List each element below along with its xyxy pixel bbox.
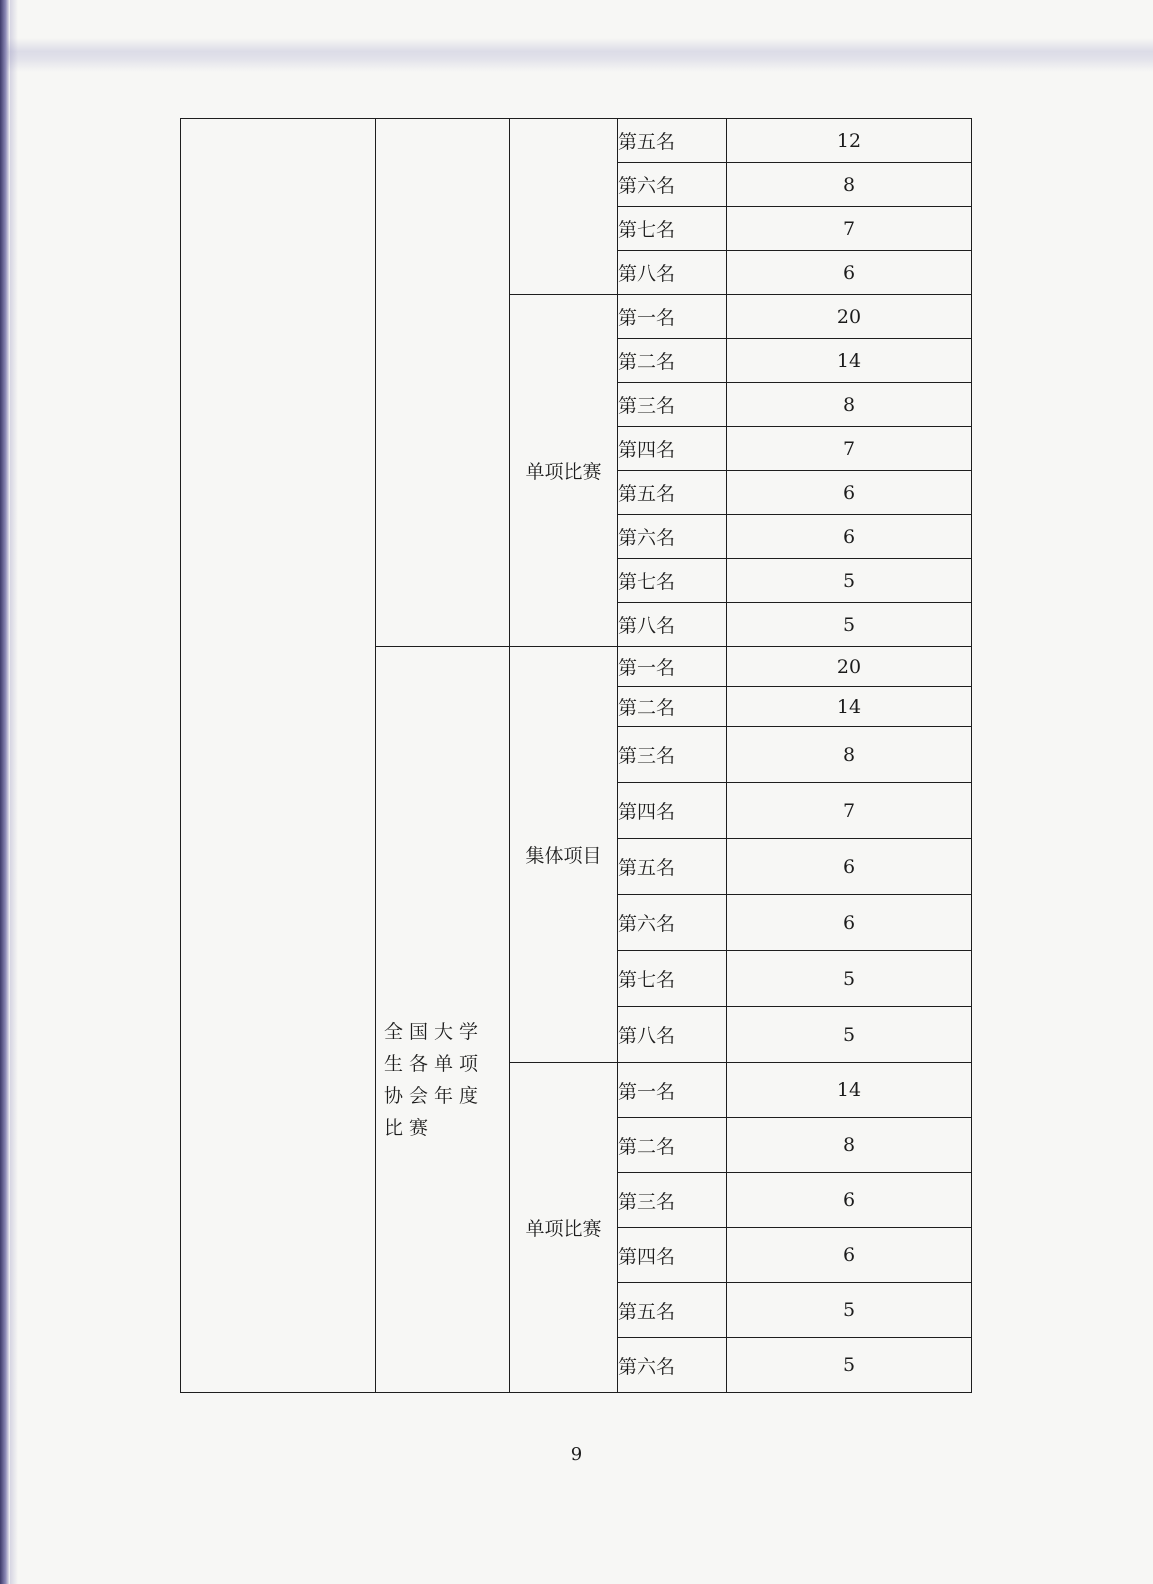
group-cell-single-event: 单项比赛 <box>510 1063 618 1393</box>
score-cell: 6 <box>727 895 972 951</box>
score-cell: 6 <box>727 1228 972 1283</box>
score-cell: 8 <box>727 163 972 207</box>
rank-cell: 第五名 <box>618 839 727 895</box>
rank-cell: 第一名 <box>618 647 727 687</box>
rank-cell: 第七名 <box>618 207 727 251</box>
rank-cell: 第四名 <box>618 783 727 839</box>
score-cell: 5 <box>727 559 972 603</box>
score-cell: 5 <box>727 603 972 647</box>
rank-cell: 第一名 <box>618 1063 727 1118</box>
rank-cell: 第五名 <box>618 471 727 515</box>
score-cell: 7 <box>727 207 972 251</box>
rank-cell: 第三名 <box>618 383 727 427</box>
score-cell: 6 <box>727 515 972 559</box>
score-cell: 8 <box>727 383 972 427</box>
rank-cell: 第六名 <box>618 515 727 559</box>
score-cell: 20 <box>727 647 972 687</box>
category-cell-national-annual <box>376 647 510 1393</box>
rank-cell: 第二名 <box>618 1118 727 1173</box>
scan-artifact-left-shadow <box>10 0 18 1584</box>
rank-cell: 第五名 <box>618 1283 727 1338</box>
score-cell: 7 <box>727 783 972 839</box>
score-table <box>180 118 972 1393</box>
score-cell: 14 <box>727 1063 972 1118</box>
score-cell: 6 <box>727 251 972 295</box>
rank-cell: 第六名 <box>618 895 727 951</box>
score-cell: 8 <box>727 727 972 783</box>
rank-cell: 第八名 <box>618 603 727 647</box>
rank-cell: 第四名 <box>618 1228 727 1283</box>
rank-cell: 第七名 <box>618 559 727 603</box>
category-label: 全国大学生各单项协会年度比赛 <box>384 1020 485 1139</box>
score-cell: 6 <box>727 1173 972 1228</box>
score-cell: 6 <box>727 471 972 515</box>
rank-cell: 第二名 <box>618 339 727 383</box>
rank-cell: 第二名 <box>618 687 727 727</box>
rank-cell: 第三名 <box>618 1173 727 1228</box>
rank-cell: 第五名 <box>618 119 727 163</box>
rank-cell: 第六名 <box>618 163 727 207</box>
score-cell: 5 <box>727 1007 972 1063</box>
score-cell: 7 <box>727 427 972 471</box>
score-cell: 14 <box>727 339 972 383</box>
rank-cell: 第八名 <box>618 1007 727 1063</box>
rank-cell: 第六名 <box>618 1338 727 1393</box>
score-cell: 5 <box>727 1338 972 1393</box>
group-cell-single-event: 单项比赛 <box>510 295 618 647</box>
score-cell: 6 <box>727 839 972 895</box>
rank-cell: 第一名 <box>618 295 727 339</box>
rank-cell: 第三名 <box>618 727 727 783</box>
score-cell: 14 <box>727 687 972 727</box>
score-cell: 8 <box>727 1118 972 1173</box>
score-cell: 5 <box>727 951 972 1007</box>
group-cell-continued <box>510 119 618 295</box>
rank-cell: 第四名 <box>618 427 727 471</box>
score-cell: 5 <box>727 1283 972 1338</box>
table-row <box>181 119 972 163</box>
scan-artifact-left-edge <box>0 0 10 1584</box>
level-cell <box>181 119 376 1393</box>
score-cell: 20 <box>727 295 972 339</box>
group-cell-team-event: 集体项目 <box>510 647 618 1063</box>
score-cell: 12 <box>727 119 972 163</box>
rank-cell: 第七名 <box>618 951 727 1007</box>
rank-cell: 第八名 <box>618 251 727 295</box>
category-cell-continued <box>376 119 510 647</box>
page-number: 9 <box>570 1444 583 1465</box>
scan-artifact-top <box>0 38 1153 72</box>
